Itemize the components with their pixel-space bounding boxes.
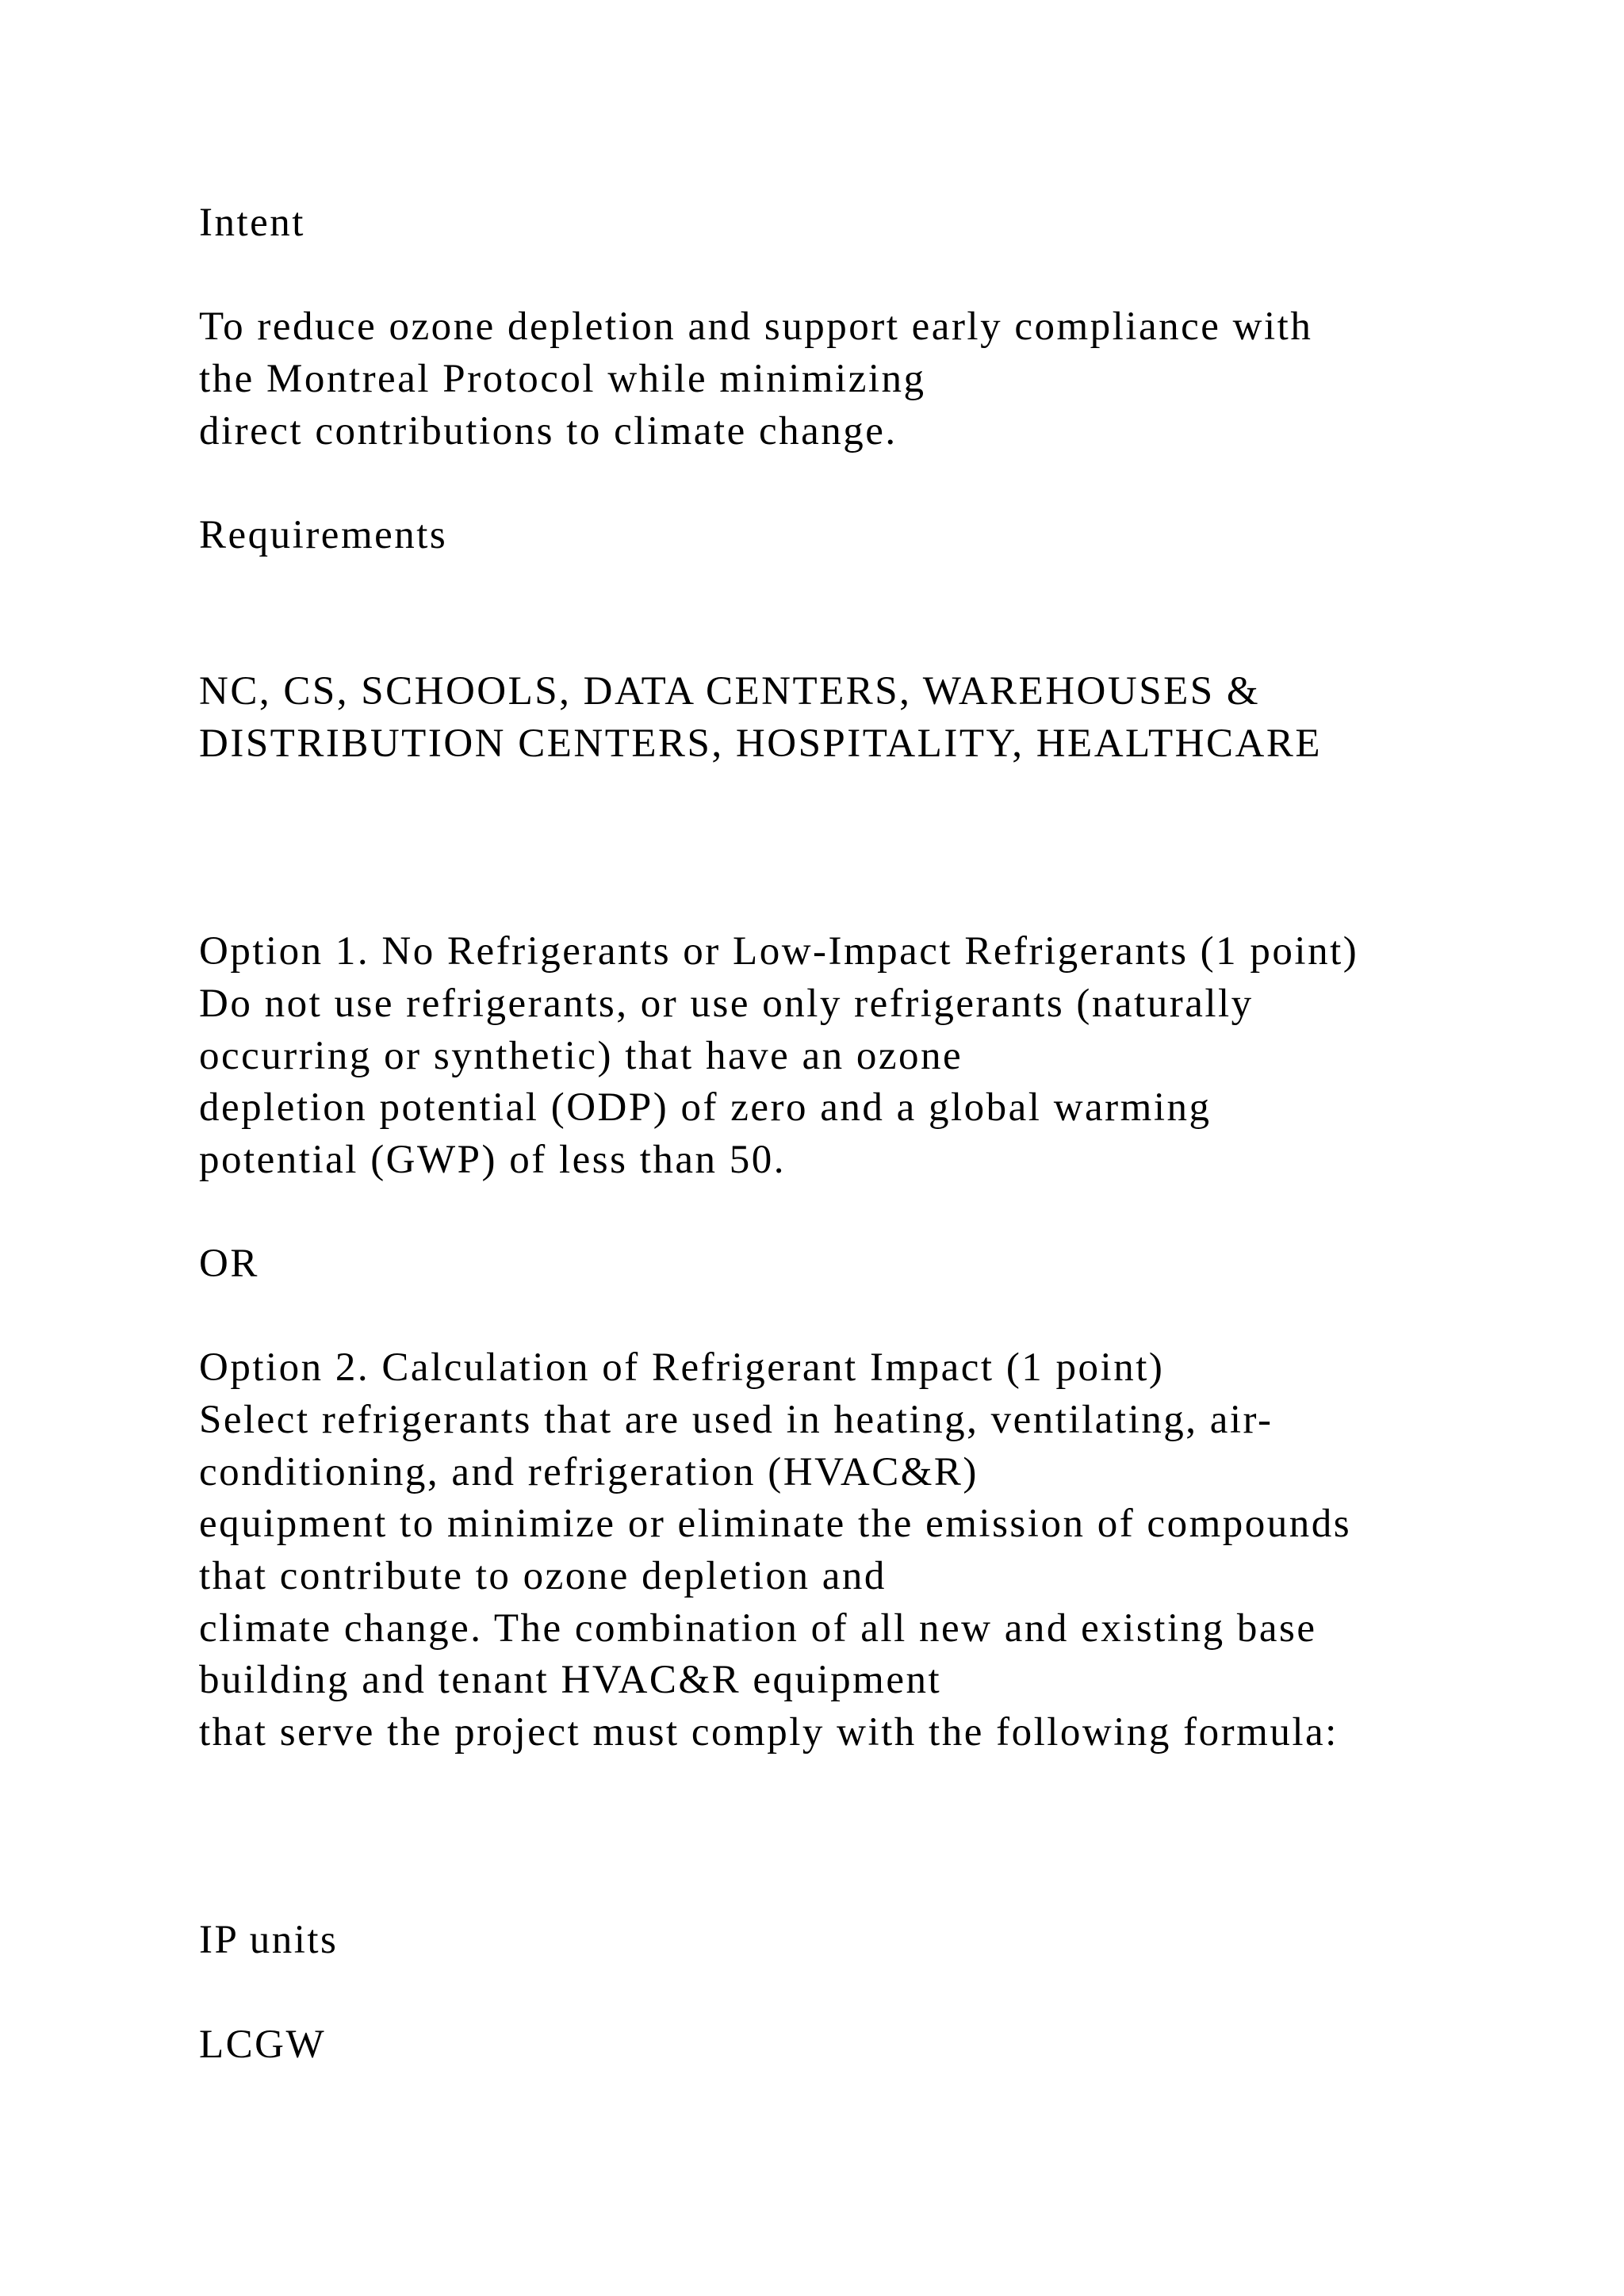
project-types-line: DISTRIBUTION CENTERS, HOSPITALITY, HEALTHCARE xyxy=(199,721,1323,766)
option2-line: equipment to minimize or eliminate the emission of compounds xyxy=(199,1502,1352,1546)
option1-line: potential (GWP) of less than 50. xyxy=(199,1138,787,1182)
option1-line: Do not use refrigerants, or use only refrigerants (naturally xyxy=(199,982,1254,1026)
units-label: IP units xyxy=(199,1918,339,1962)
or-separator: OR xyxy=(199,1242,259,1286)
option2-line: that contribute to ozone depletion and xyxy=(199,1554,887,1598)
option2-line: climate change. The combination of all new and existing base xyxy=(199,1606,1317,1651)
intent-line: the Montreal Protocol while minimizing xyxy=(199,357,926,401)
requirements-heading: Requirements xyxy=(199,513,448,557)
formula-label: LCGW xyxy=(199,2022,327,2067)
option2-line: Select refrigerants that are used in heating, ventilating, air- xyxy=(199,1398,1274,1442)
intent-heading: Intent xyxy=(199,201,305,245)
project-types-line: NC, CS, SCHOOLS, DATA CENTERS, WAREHOUSES & xyxy=(199,669,1260,714)
option1-line: occurring or synthetic) that have an ozone xyxy=(199,1034,963,1078)
option2-title: Option 2. Calculation of Refrigerant Impact (1 point) xyxy=(199,1345,1165,1390)
option2-line: conditioning, and refrigeration (HVAC&R) xyxy=(199,1450,979,1494)
intent-line: direct contributions to climate change. xyxy=(199,409,898,453)
option1-line: depletion potential (ODP) of zero and a global warming xyxy=(199,1085,1212,1130)
option1-title: Option 1. No Refrigerants or Low-Impact Refrigerants (1 point) xyxy=(199,929,1359,974)
intent-line: To reduce ozone depletion and support early compliance with xyxy=(199,304,1313,349)
option2-line: that serve the project must comply with the following formula: xyxy=(199,1710,1339,1755)
option2-line: building and tenant HVAC&R equipment xyxy=(199,1658,942,1702)
